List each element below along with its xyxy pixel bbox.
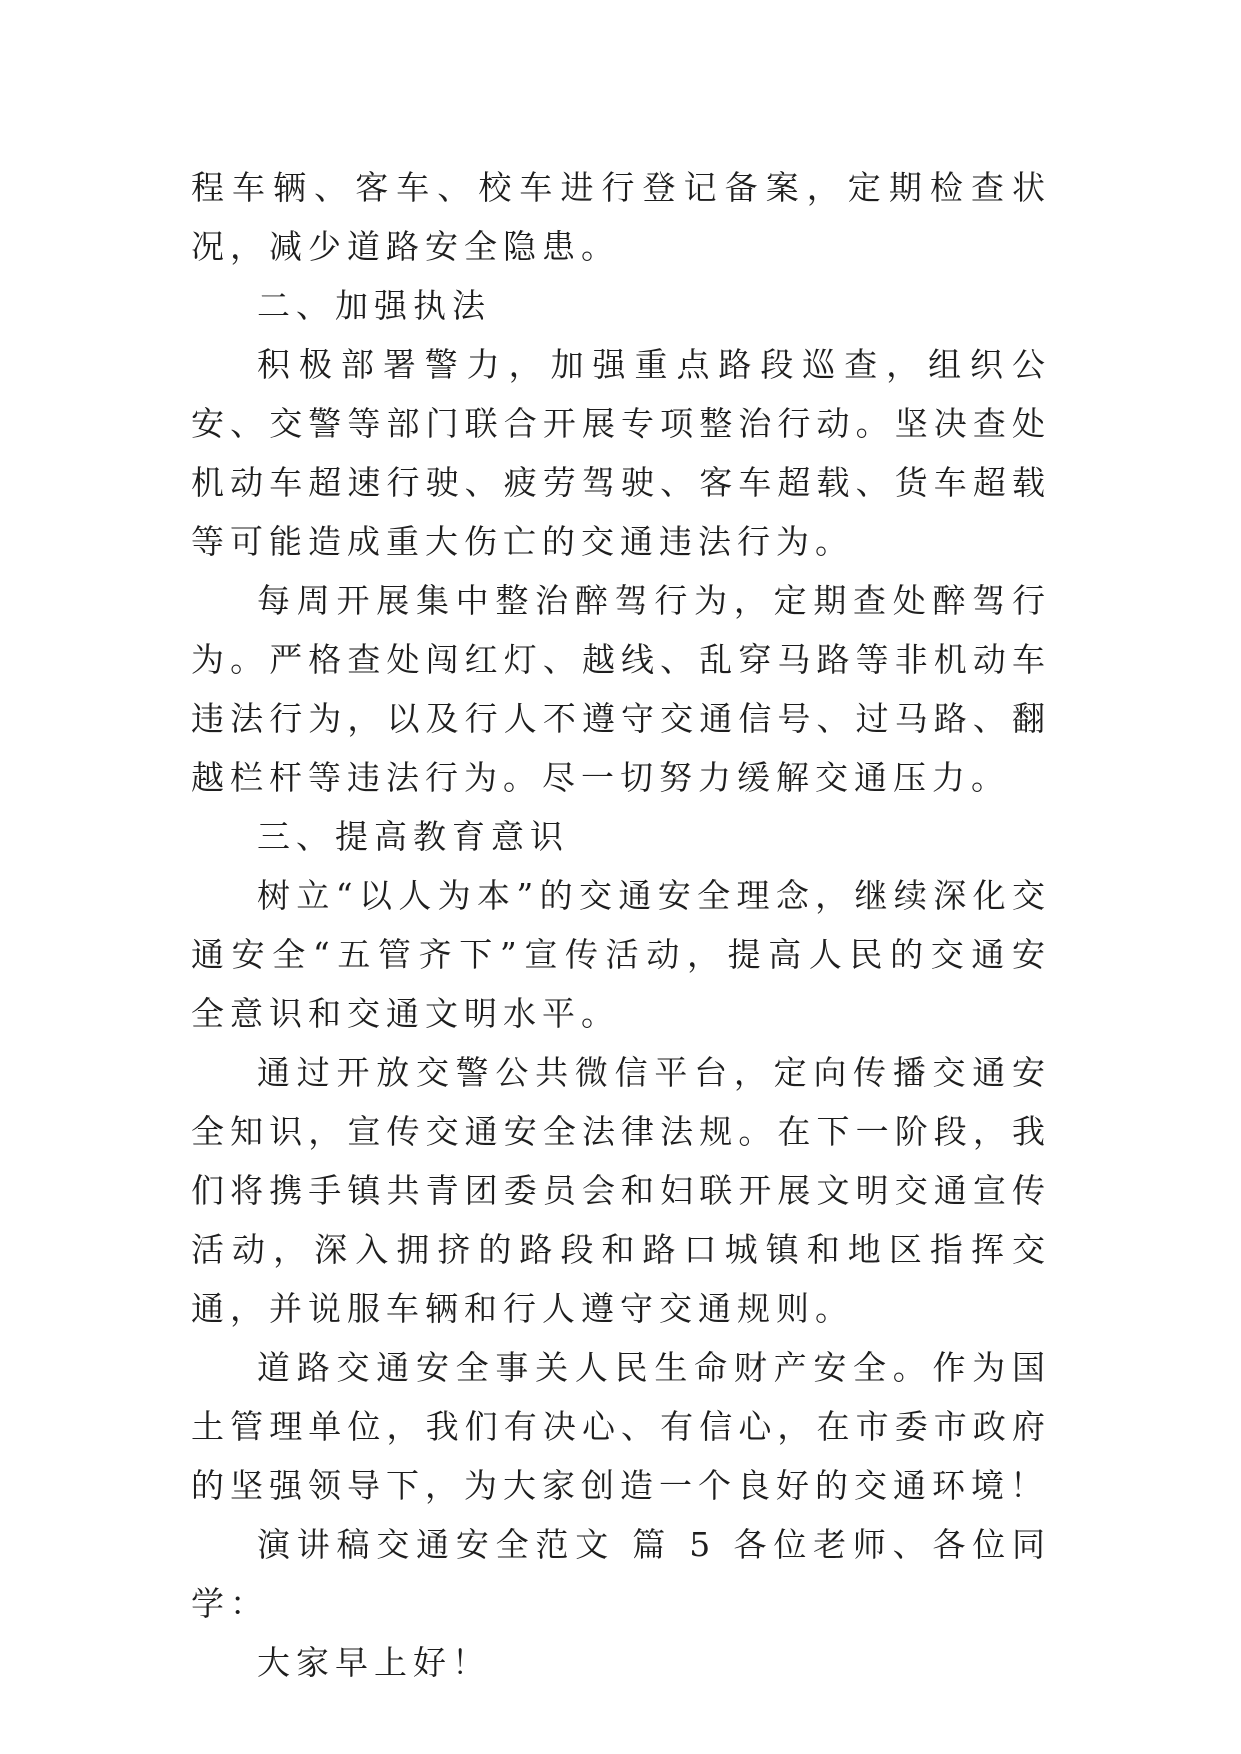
- paragraph-people-first: 树立“以人为本”的交通安全理念，继续深化交通安全“五管齐下”宣传活动，提高人民的交通安全意识和交通文明水平。: [191, 876, 1051, 1033]
- paragraph-continuation: 程车辆、客车、校车进行登记备案，定期检查状况，减少道路安全隐患。: [191, 168, 1051, 266]
- section-heading-2: 二、加强执法: [257, 286, 491, 325]
- paragraph-conclusion: 道路交通安全事关人民生命财产安全。作为国土管理单位，我们有决心、有信心，在市委市政府的坚强领导下，为大家创造一个良好的交通环境！: [191, 1348, 1051, 1505]
- greeting: 大家早上好！: [257, 1643, 491, 1682]
- paragraph-drunk-driving: 每周开展集中整治醉驾行为，定期查处醉驾行为。严格查处闯红灯、越线、乱穿马路等非机动车违法行为，以及行人不遵守交通信号、过马路、翻越栏杆等违法行为。尽一切努力缓解交通压力。: [191, 581, 1051, 797]
- paragraph-enforcement: 积极部署警力，加强重点路段巡查，组织公安、交警等部门联合开展专项整治行动。坚决查处机动车超速行驶、疲劳驾驶、客车超载、货车超载等可能造成重大伤亡的交通违法行为。: [191, 345, 1051, 561]
- document-body: [191, 158, 1051, 1692]
- speech-title: 演讲稿交通安全范文 篇 5 各位老师、各位同学：: [191, 1525, 1051, 1623]
- paragraph-wechat-platform: 通过开放交警公共微信平台，定向传播交通安全知识，宣传交通安全法律法规。在下一阶段，我们将携手镇共青团委员会和妇联开展文明交通宣传活动，深入拥挤的路段和路口城镇和地区指挥交通，并说服车辆和行人遵守交通规则。: [191, 1053, 1051, 1328]
- section-heading-3: 三、提高教育意识: [257, 817, 569, 856]
